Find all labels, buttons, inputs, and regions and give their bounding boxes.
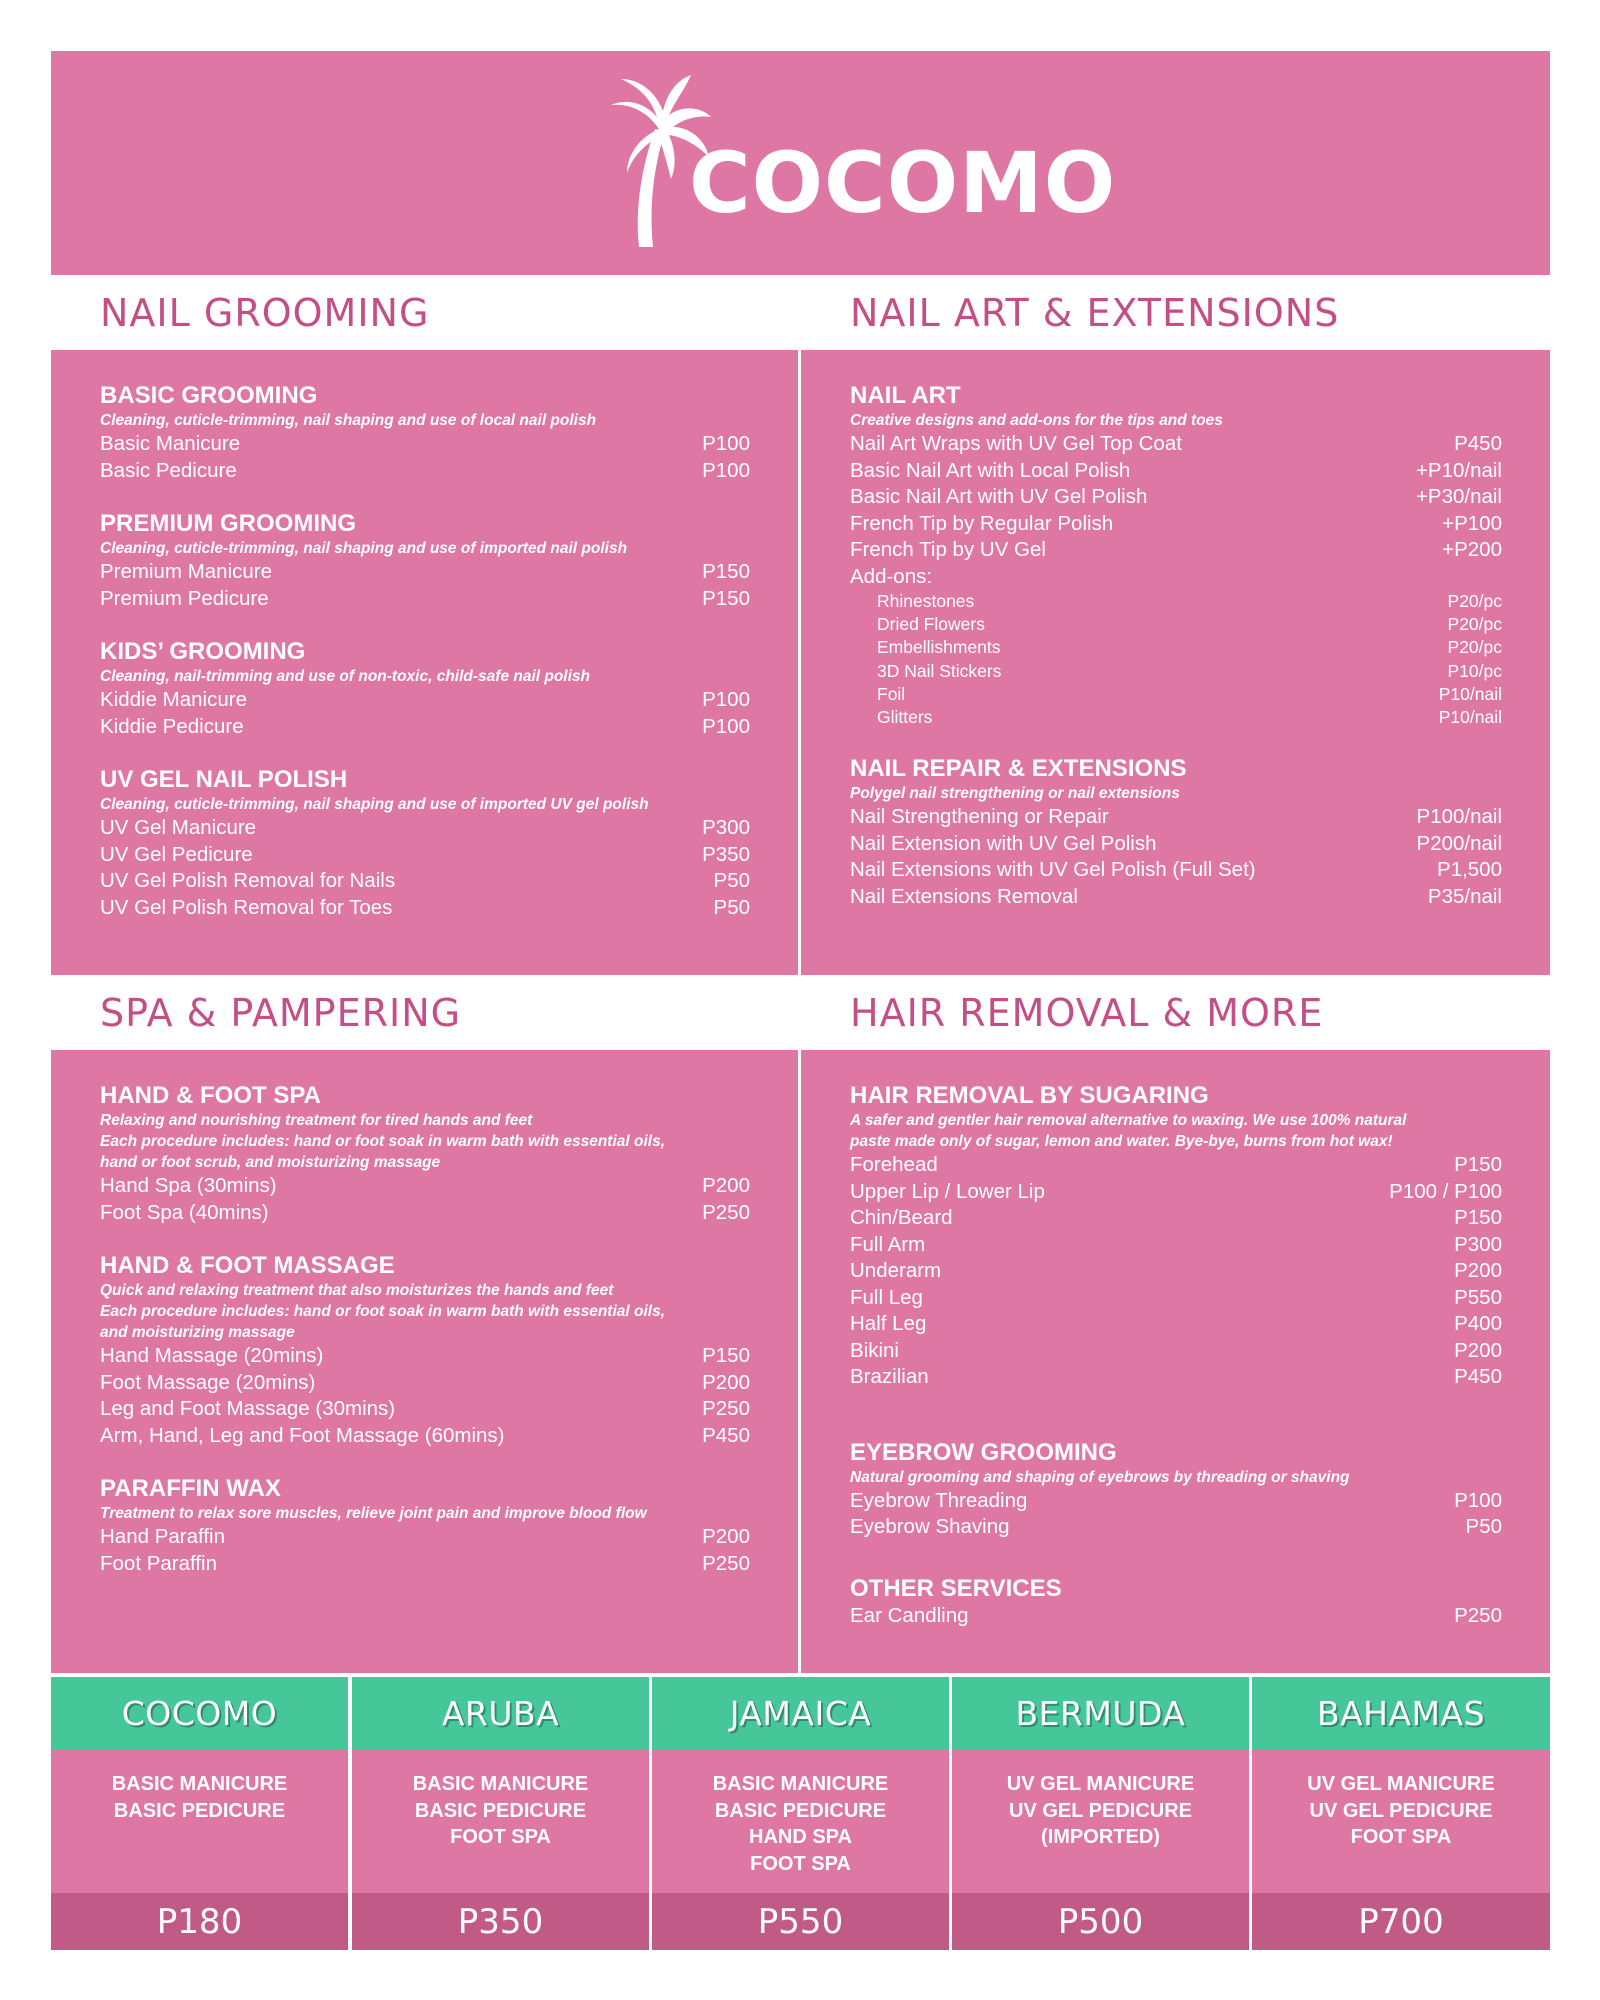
- service-item[interactable]: [100, 714, 750, 741]
- service-name: UV Gel Pedicure: [100, 842, 253, 866]
- service-name: Arm, Hand, Leg and Foot Massage (60mins): [100, 1423, 505, 1447]
- service-category: [100, 1252, 750, 1449]
- heading-nail-art: NAIL ART & EXTENSIONS: [850, 290, 1340, 335]
- service-name: Hand Paraffin: [100, 1525, 225, 1548]
- package-include-item: BASIC PEDICURE: [113, 1799, 286, 1822]
- panel-hair: [801, 1050, 1550, 1673]
- category-title: NAIL ART: [850, 382, 961, 409]
- addon-name: Glitters: [877, 707, 933, 728]
- service-category: [100, 510, 750, 612]
- service-name: Underarm: [850, 1259, 942, 1282]
- package-includes: [51, 1750, 348, 1893]
- service-price: P300: [702, 816, 750, 839]
- category-description: Natural grooming and shaping of eyebrows by threading or shaving: [850, 1468, 1350, 1486]
- service-price: P250: [1454, 1603, 1502, 1627]
- heading-spa: SPA & PAMPERING: [100, 990, 462, 1035]
- service-item[interactable]: [100, 1370, 750, 1397]
- package-price: P180: [51, 1893, 348, 1950]
- service-item[interactable]: [850, 537, 1502, 564]
- service-name: Foot Massage (20mins): [100, 1370, 316, 1394]
- service-price: P150: [702, 586, 750, 610]
- service-price: P100: [702, 458, 750, 482]
- package-price: P550: [652, 1893, 949, 1950]
- category-title: BASIC GROOMING: [100, 382, 318, 409]
- service-name: Ear Candling: [850, 1603, 969, 1627]
- service-item[interactable]: [850, 857, 1502, 884]
- spa-list: [100, 1082, 750, 1577]
- service-category: [850, 382, 1502, 729]
- service-item[interactable]: [850, 564, 1502, 591]
- category-title: HAND & FOOT MASSAGE: [100, 1252, 395, 1279]
- service-name: Foot Paraffin: [100, 1551, 217, 1575]
- package-includes: [652, 1750, 949, 1893]
- addon-name: Rhinestones: [877, 591, 975, 611]
- package-card[interactable]: [652, 1677, 949, 1950]
- service-item[interactable]: [850, 1258, 1502, 1285]
- service-item[interactable]: [100, 1200, 750, 1227]
- package-include-item: UV GEL PEDICURE: [1309, 1799, 1493, 1822]
- service-item[interactable]: [100, 687, 750, 714]
- category-description: and moisturizing massage: [100, 1324, 295, 1341]
- service-name: Forehead: [850, 1153, 938, 1176]
- service-name: Kiddie Pedicure: [100, 714, 244, 738]
- service-price: +P30/nail: [1415, 485, 1502, 508]
- service-item[interactable]: [100, 868, 750, 895]
- service-price: +P200: [1442, 538, 1502, 561]
- service-item[interactable]: [850, 1205, 1502, 1232]
- heading-nail-grooming: NAIL GROOMING: [100, 290, 430, 335]
- service-name: Premium Manicure: [100, 560, 273, 583]
- package-include-item: FOOT SPA: [450, 1826, 551, 1848]
- package-card[interactable]: [352, 1677, 649, 1950]
- addon-name: Embellishments: [877, 637, 1001, 658]
- service-category: [100, 382, 750, 484]
- service-price: P200: [1454, 1338, 1502, 1362]
- category-title: UV GEL NAIL POLISH: [100, 766, 348, 793]
- service-price: P150: [702, 560, 750, 583]
- package-include-item: UV GEL MANICURE: [1006, 1773, 1195, 1795]
- package-name: JAMAICA: [652, 1677, 949, 1750]
- service-name: Nail Strengthening or Repair: [850, 805, 1109, 829]
- category-description: Each procedure includes: hand or foot soak in warm bath with essential oils,: [100, 1303, 666, 1320]
- addon-price: P10/pc: [1447, 660, 1502, 681]
- service-price: P100: [702, 714, 750, 738]
- service-price: P50: [1465, 1515, 1502, 1538]
- hair-list: [850, 1082, 1502, 1629]
- service-category: [100, 1082, 750, 1226]
- service-item[interactable]: [100, 458, 750, 485]
- service-item[interactable]: [850, 831, 1502, 858]
- category-description: Quick and relaxing treatment that also moisturizes the hands and feet: [100, 1282, 614, 1299]
- category-description: Polygel nail strengthening or nail extensions: [850, 785, 1180, 803]
- panel-spa: [51, 1050, 798, 1673]
- service-name: Foot Spa (40mins): [100, 1200, 269, 1224]
- service-category: [100, 1475, 750, 1577]
- service-price: P100/nail: [1416, 805, 1502, 829]
- heading-hair-removal: HAIR REMOVAL & MORE: [850, 990, 1324, 1035]
- nail-art-list: [850, 382, 1502, 910]
- category-description: A safer and gentler hair removal alternative to waxing. We use 100% natural: [850, 1112, 1407, 1129]
- service-name: Nail Extensions with UV Gel Polish (Full Set): [850, 858, 1256, 882]
- addon-name: 3D Nail Stickers: [877, 660, 1002, 681]
- package-name: ARUBA: [352, 1677, 649, 1750]
- category-title: OTHER SERVICES: [850, 1574, 1062, 1602]
- service-category: [850, 1575, 1502, 1630]
- category-description: Creative designs and add-ons for the tips and toes: [850, 412, 1223, 429]
- package-name: BAHAMAS: [1252, 1677, 1550, 1750]
- package-price: P700: [1252, 1893, 1550, 1950]
- category-description: paste made only of sugar, lemon and water. Bye-bye, burns from hot wax!: [850, 1133, 1393, 1150]
- service-item[interactable]: [850, 511, 1502, 538]
- service-price: P150: [1454, 1206, 1502, 1229]
- service-price: P50: [713, 869, 750, 892]
- service-price: P450: [1454, 432, 1502, 455]
- service-item[interactable]: [100, 1551, 750, 1578]
- service-name: Basic Nail Art with Local Polish: [850, 458, 1131, 482]
- addon-item[interactable]: [850, 706, 1502, 729]
- service-price: P100: [702, 688, 750, 711]
- package-card[interactable]: [51, 1677, 348, 1950]
- addon-price: P10/nail: [1438, 683, 1502, 704]
- service-price: +P100: [1442, 511, 1502, 535]
- package-include-item: FOOT SPA: [750, 1852, 851, 1875]
- panel-nail-grooming: [51, 350, 798, 975]
- service-item[interactable]: [100, 815, 750, 842]
- service-name: UV Gel Manicure: [100, 816, 257, 839]
- brand-name: COCOMO: [689, 134, 1117, 232]
- service-item[interactable]: [100, 1423, 750, 1450]
- addon-price: P20/pc: [1447, 591, 1502, 611]
- service-item[interactable]: [850, 884, 1502, 911]
- package-name: COCOMO: [51, 1677, 348, 1750]
- service-price: P200: [1454, 1259, 1502, 1282]
- addon-item[interactable]: [850, 636, 1502, 659]
- service-name: UV Gel Polish Removal for Toes: [100, 895, 393, 919]
- service-name: Brazilian: [850, 1365, 929, 1388]
- service-price: P250: [702, 1397, 750, 1420]
- service-item[interactable]: [100, 1524, 750, 1551]
- service-price: P35/nail: [1427, 884, 1502, 908]
- package-include-item: HAND SPA: [749, 1826, 852, 1848]
- service-item[interactable]: [850, 1232, 1502, 1259]
- package-include-item: UV GEL MANICURE: [1307, 1773, 1495, 1795]
- service-item[interactable]: [850, 1285, 1502, 1312]
- service-name: Basic Nail Art with UV Gel Polish: [850, 485, 1148, 508]
- service-price: P150: [702, 1344, 750, 1367]
- package-name: BERMUDA: [952, 1677, 1249, 1750]
- service-item[interactable]: [850, 458, 1502, 485]
- service-price: P450: [702, 1423, 750, 1447]
- category-description: hand or foot scrub, and moisturizing massage: [100, 1154, 441, 1171]
- service-item[interactable]: [850, 431, 1502, 458]
- service-price: P550: [1454, 1285, 1502, 1309]
- service-item[interactable]: [850, 1514, 1502, 1541]
- service-name: Half Leg: [850, 1312, 927, 1335]
- service-price: P200: [702, 1174, 750, 1197]
- service-item[interactable]: [850, 1338, 1502, 1365]
- service-category: [100, 638, 750, 740]
- category-description: Cleaning, cuticle-trimming, nail shaping and use of local nail polish: [100, 412, 597, 429]
- service-item[interactable]: [100, 1396, 750, 1423]
- package-include-item: BASIC PEDICURE: [414, 1799, 587, 1822]
- package-include-item: BASIC PEDICURE: [714, 1799, 887, 1822]
- addon-price: P20/pc: [1447, 637, 1502, 658]
- service-item[interactable]: [100, 842, 750, 869]
- service-name: Basic Manicure: [100, 432, 241, 455]
- package-include-item: UV GEL PEDICURE: [1009, 1799, 1192, 1822]
- service-name: Basic Pedicure: [100, 458, 237, 482]
- package-card[interactable]: [1252, 1677, 1550, 1950]
- category-title: PARAFFIN WAX: [100, 1475, 281, 1502]
- service-name: Nail Art Wraps with UV Gel Top Coat: [850, 432, 1182, 455]
- service-price: P350: [702, 842, 750, 866]
- service-name: Full Arm: [850, 1232, 926, 1256]
- addon-price: P20/pc: [1447, 614, 1502, 635]
- addon-item[interactable]: [850, 613, 1502, 636]
- brand-logo: [609, 69, 1117, 259]
- category-title: HAIR REMOVAL BY SUGARING: [850, 1082, 1209, 1109]
- service-price: P150: [1454, 1153, 1502, 1176]
- category-title: PREMIUM GROOMING: [100, 510, 356, 537]
- service-name: Leg and Foot Massage (30mins): [100, 1397, 396, 1420]
- package-include-item: BASIC MANICURE: [412, 1773, 589, 1795]
- addon-item[interactable]: [850, 683, 1502, 706]
- panel-nail-art: [801, 350, 1550, 975]
- service-item[interactable]: [850, 1152, 1502, 1179]
- category-description: Treatment to relax sore muscles, relieve joint pain and improve blood flow: [100, 1505, 647, 1522]
- service-category: [850, 1439, 1502, 1541]
- service-name: Premium Pedicure: [100, 586, 269, 610]
- package-price: P500: [952, 1893, 1249, 1950]
- service-category: [850, 1082, 1502, 1391]
- service-item[interactable]: [100, 431, 750, 458]
- service-name: UV Gel Polish Removal for Nails: [100, 869, 396, 892]
- addon-name: Dried Flowers: [877, 614, 985, 635]
- service-item[interactable]: [850, 484, 1502, 511]
- service-price: P100: [702, 432, 750, 455]
- service-price: P450: [1454, 1365, 1502, 1388]
- service-price: P200/nail: [1416, 831, 1502, 855]
- service-item[interactable]: [100, 586, 750, 613]
- package-price: P350: [352, 1893, 649, 1950]
- service-price: P50: [713, 895, 750, 919]
- service-item[interactable]: [850, 1488, 1502, 1515]
- category-title: HAND & FOOT SPA: [100, 1082, 321, 1109]
- category-title: KIDS’ GROOMING: [100, 638, 306, 665]
- service-price: P400: [1454, 1312, 1502, 1335]
- service-item[interactable]: [100, 1343, 750, 1370]
- addon-item[interactable]: [850, 660, 1502, 683]
- category-description: Each procedure includes: hand or foot soak in warm bath with essential oils,: [100, 1133, 666, 1150]
- package-includes: [352, 1750, 649, 1893]
- category-description: Cleaning, nail-trimming and use of non-toxic, child-safe nail polish: [100, 668, 591, 685]
- service-price: +P10/nail: [1415, 458, 1502, 482]
- service-item[interactable]: [850, 1364, 1502, 1391]
- addon-item[interactable]: [850, 590, 1502, 613]
- category-description: Cleaning, cuticle-trimming, nail shaping and use of imported nail polish: [100, 540, 628, 557]
- service-name: Bikini: [850, 1338, 899, 1362]
- package-includes: [1252, 1750, 1550, 1893]
- service-name: Nail Extensions Removal: [850, 884, 1078, 908]
- service-price: P100 / P100: [1389, 1179, 1502, 1203]
- service-name: Upper Lip / Lower Lip: [850, 1179, 1045, 1203]
- service-name: Kiddie Manicure: [100, 688, 247, 711]
- service-item[interactable]: [850, 804, 1502, 831]
- service-name: Chin/Beard: [850, 1206, 953, 1229]
- service-price: P100: [1454, 1488, 1502, 1512]
- service-item[interactable]: [100, 559, 750, 586]
- header-banner: [51, 51, 1550, 275]
- category-title: NAIL REPAIR & EXTENSIONS: [850, 755, 1187, 783]
- service-name: Add-ons:: [850, 564, 933, 588]
- service-name: Hand Spa (30mins): [100, 1174, 277, 1197]
- package-include-item: BASIC MANICURE: [712, 1773, 889, 1795]
- service-name: Eyebrow Shaving: [850, 1515, 1010, 1538]
- service-price: P300: [1454, 1232, 1502, 1256]
- service-item[interactable]: [850, 1179, 1502, 1206]
- addon-name: Foil: [877, 683, 906, 704]
- service-name: Eyebrow Threading: [850, 1488, 1028, 1512]
- category-description: Cleaning, cuticle-trimming, nail shaping and use of imported UV gel polish: [100, 796, 649, 813]
- package-includes: [952, 1750, 1249, 1893]
- service-price: P250: [702, 1551, 750, 1575]
- package-include-item: FOOT SPA: [1350, 1826, 1452, 1848]
- service-category: [850, 755, 1502, 910]
- service-item[interactable]: [100, 895, 750, 922]
- service-name: French Tip by UV Gel: [850, 538, 1046, 561]
- service-name: Nail Extension with UV Gel Polish: [850, 831, 1157, 855]
- package-include-item: (IMPORTED): [1041, 1826, 1160, 1848]
- service-name: French Tip by Regular Polish: [850, 511, 1114, 535]
- service-category: [100, 766, 750, 921]
- package-card[interactable]: [952, 1677, 1249, 1950]
- service-item[interactable]: [850, 1311, 1502, 1338]
- package-include-item: BASIC MANICURE: [111, 1773, 288, 1795]
- addon-price: P10/nail: [1438, 707, 1502, 728]
- service-item[interactable]: [100, 1173, 750, 1200]
- service-name: Hand Massage (20mins): [100, 1344, 324, 1367]
- service-name: Full Leg: [850, 1285, 923, 1309]
- service-price: P200: [702, 1370, 750, 1394]
- service-item[interactable]: [850, 1603, 1502, 1630]
- nail-grooming-list: [100, 382, 750, 921]
- service-price: P200: [702, 1525, 750, 1548]
- service-price: P250: [702, 1200, 750, 1224]
- category-description: Relaxing and nourishing treatment for tired hands and feet: [100, 1112, 533, 1129]
- category-title: EYEBROW GROOMING: [850, 1438, 1117, 1466]
- service-price: P1,500: [1437, 858, 1502, 882]
